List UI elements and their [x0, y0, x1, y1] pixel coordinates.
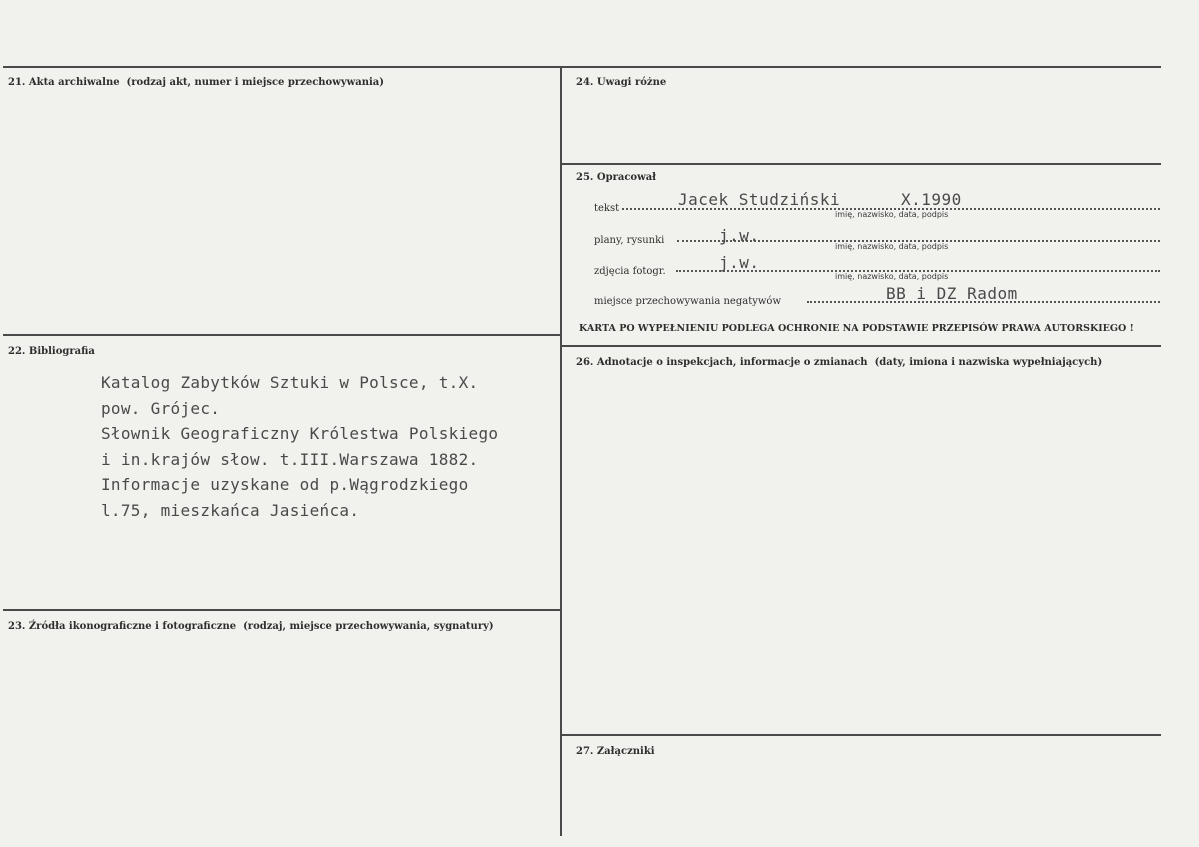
plany-hint: imię, nazwisko, data, podpis	[835, 242, 949, 251]
bibliography-line: l.75, mieszkańca Jasieńca.	[101, 500, 360, 520]
center-divider	[560, 66, 562, 836]
zdjecia-value: j.w.	[719, 253, 760, 272]
section-22-label: 22. Bibliografia	[8, 346, 95, 357]
zdjecia-hint: imię, nazwisko, data, podpis	[835, 272, 949, 281]
section-27-label: 27. Załączniki	[576, 746, 655, 757]
tekst-label: tekst	[594, 203, 620, 214]
bibliography-line: Informacje uzyskane od p.Wągrodzkiego	[101, 475, 469, 495]
top-rule	[3, 66, 1161, 68]
negatywy-label: miejsce przechowywania negatywów	[594, 296, 781, 307]
rule-21-22	[3, 334, 560, 336]
section-25-label: 25. Opracował	[576, 172, 657, 183]
rule-26-27	[562, 734, 1161, 736]
plany-label: plany, rysunki	[594, 235, 665, 246]
negatywy-value: BB i DZ Radom	[886, 284, 1018, 303]
tekst-author: Jacek Studziński	[678, 190, 841, 209]
plany-value: j.w.	[719, 226, 760, 245]
zdjecia-label: zdjęcia fotogr.	[594, 266, 666, 277]
rule-24-25	[562, 163, 1161, 165]
section-24-label: 24. Uwagi różne	[576, 77, 667, 88]
section-23-label: 23. Źródła ikonograficzne i fotograficzne (rodzaj, miejsce przechowywania, sygnatury)	[8, 621, 494, 632]
copyright-notice: KARTA PO WYPEŁNIENIU PODLEGA OCHRONIE NA PODSTAWIE PRZEPISÓW PRAWA AUTORSKIEGO !	[579, 323, 1134, 334]
bibliography-line: pow. Grójec.	[101, 398, 221, 418]
bibliography-line: Katalog Zabytków Sztuki w Polsce, t.X.	[101, 373, 479, 392]
bibliography-line: Słownik Geograficzny Królestwa Polskiego	[101, 424, 499, 444]
section-26-label: 26. Adnotacje o inspekcjach, informacje o zmianach (daty, imiona i nazwiska wypełniających)	[576, 357, 1103, 368]
bibliography-line: i in.krajów słow. t.III.Warszawa 1882.	[101, 449, 479, 469]
rule-25-26	[562, 345, 1161, 347]
rule-22-23	[3, 609, 560, 611]
tekst-hint: imię, nazwisko, data, podpis	[835, 210, 949, 219]
tekst-date: X.1990	[901, 190, 962, 209]
section-21-label: 21. Akta archiwalne (rodzaj akt, numer i miejsce przechowywania)	[8, 77, 385, 88]
bibliography-text	[101, 370, 498, 524]
